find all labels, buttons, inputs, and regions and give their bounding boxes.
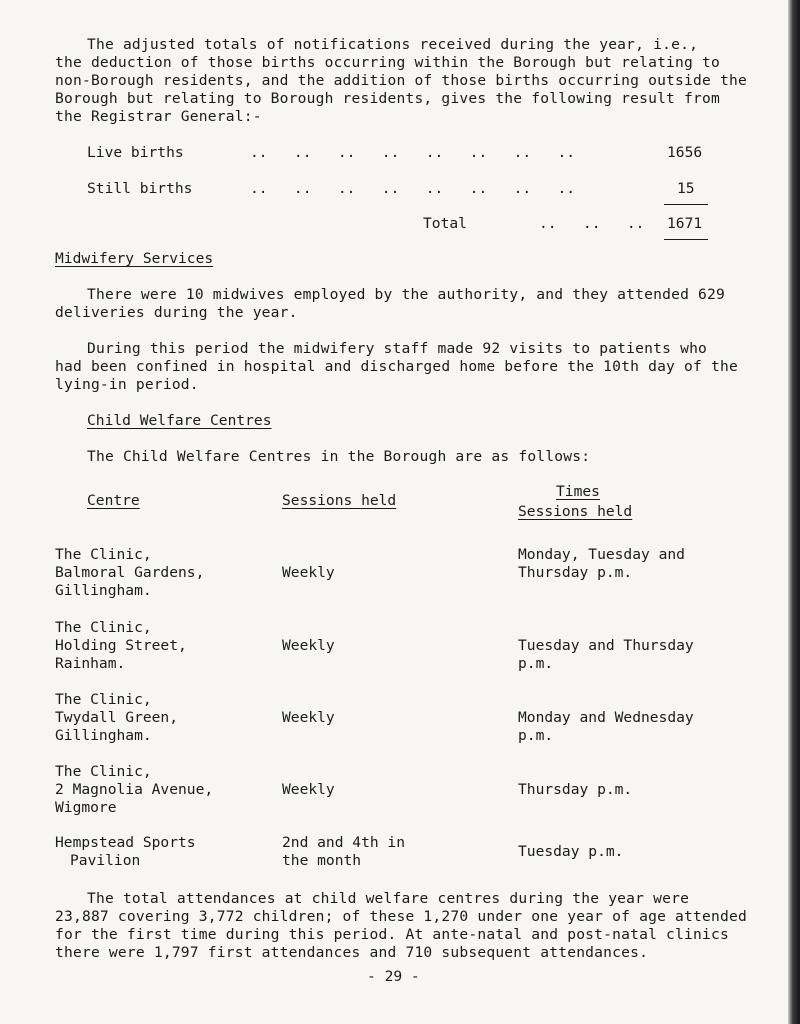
summary-line-3: for the first time during this period. At ante-natal and post-natal clinics [55,926,729,943]
total-rule [664,239,708,240]
total-label: Total [423,215,467,232]
row1-centre-line1: The Clinic, [55,546,152,563]
child-welfare-intro: The Child Welfare Centres in the Borough are as follows: [87,448,591,465]
row4-centre-line1: The Clinic, [55,763,152,780]
total-leader: .. .. .. [539,215,645,232]
row3-times-line1: Monday and Wednesday [518,709,694,726]
row1-centre-line2: Balmoral Gardens, [55,564,205,581]
row5-centre-line2: Pavilion [70,852,141,869]
row3-centre-line1: The Clinic, [55,691,152,708]
page-number: - 29 - [367,968,420,985]
intro-line-2: the deduction of those births occurring within the Borough but relating to [55,54,720,71]
row3-sessions: Weekly [282,709,335,726]
row1-centre-line3: Gillingham. [55,582,152,599]
summary-line-2: 23,887 covering 3,772 children; of these 1,270 under one year of age attended [55,908,747,925]
col-header-centre: Centre [87,492,140,509]
row5-centre-line1: Hempstead Sports [55,834,196,851]
row5-sessions-line1: 2nd and 4th in [282,834,406,851]
row2-centre-line3: Rainham. [55,655,126,672]
row3-centre-line2: Twydall Green, [55,709,179,726]
row1-times-line1: Monday, Tuesday and [518,546,685,563]
summary-line-1: The total attendances at child welfare centres during the year were [87,890,690,907]
midwifery-para1-line2: deliveries during the year. [55,304,298,321]
row4-centre-line3: Wigmore [55,799,117,816]
row4-sessions: Weekly [282,781,335,798]
live-births-leader: .. .. .. .. .. .. .. .. [250,144,576,161]
still-births-value: 15 [677,180,695,197]
summary-line-4: there were 1,797 first attendances and 710 subsequent attendances. [55,944,649,961]
midwifery-para2-line3: lying-in period. [55,376,199,393]
intro-line-3: non-Borough residents, and the addition of those births occurring outside the [55,72,747,89]
midwifery-para2-line1: During this period the midwifery staff made 92 visits to patients who [87,340,708,357]
total-value: 1671 [667,215,703,232]
row1-times-line2: Thursday p.m. [518,564,633,581]
subtotal-rule [664,204,708,205]
row5-times-line1: Tuesday p.m. [518,843,624,860]
child-welfare-heading: Child Welfare Centres [87,412,272,429]
row2-times-line1: Tuesday and Thursday [518,637,694,654]
row2-centre-line1: The Clinic, [55,619,152,636]
row2-times-line2: p.m. [518,655,554,672]
row3-times-line2: p.m. [518,727,554,744]
row1-sessions: Weekly [282,564,335,581]
row4-centre-line2: 2 Magnolia Avenue, [55,781,214,798]
still-births-label: Still births [87,180,193,197]
live-births-label: Live births [87,144,184,161]
midwifery-para1-line1: There were 10 midwives employed by the authority, and they attended 629 [87,286,726,303]
intro-line-5: the Registrar General:- [55,108,262,125]
midwifery-para2-line2: had been confined in hospital and discharged home before the 10th day of the [55,358,738,375]
col-header-times-1: Times [556,483,600,500]
col-header-sessions: Sessions held [282,492,397,509]
row5-sessions-line2: the month [282,852,362,869]
midwifery-heading: Midwifery Services [55,250,214,267]
row2-sessions: Weekly [282,637,335,654]
intro-line-4: Borough but relating to Borough residents, gives the following result from [55,90,720,107]
still-births-leader: .. .. .. .. .. .. .. .. [250,180,576,197]
live-births-value: 1656 [667,144,703,161]
col-header-times-2: Sessions held [518,503,633,520]
row2-centre-line2: Holding Street, [55,637,187,654]
row4-times-line1: Thursday p.m. [518,781,633,798]
row3-centre-line3: Gillingham. [55,727,152,744]
scan-edge [788,0,800,1024]
intro-line-1: The adjusted totals of notifications received during the year, i.e., [87,36,699,53]
